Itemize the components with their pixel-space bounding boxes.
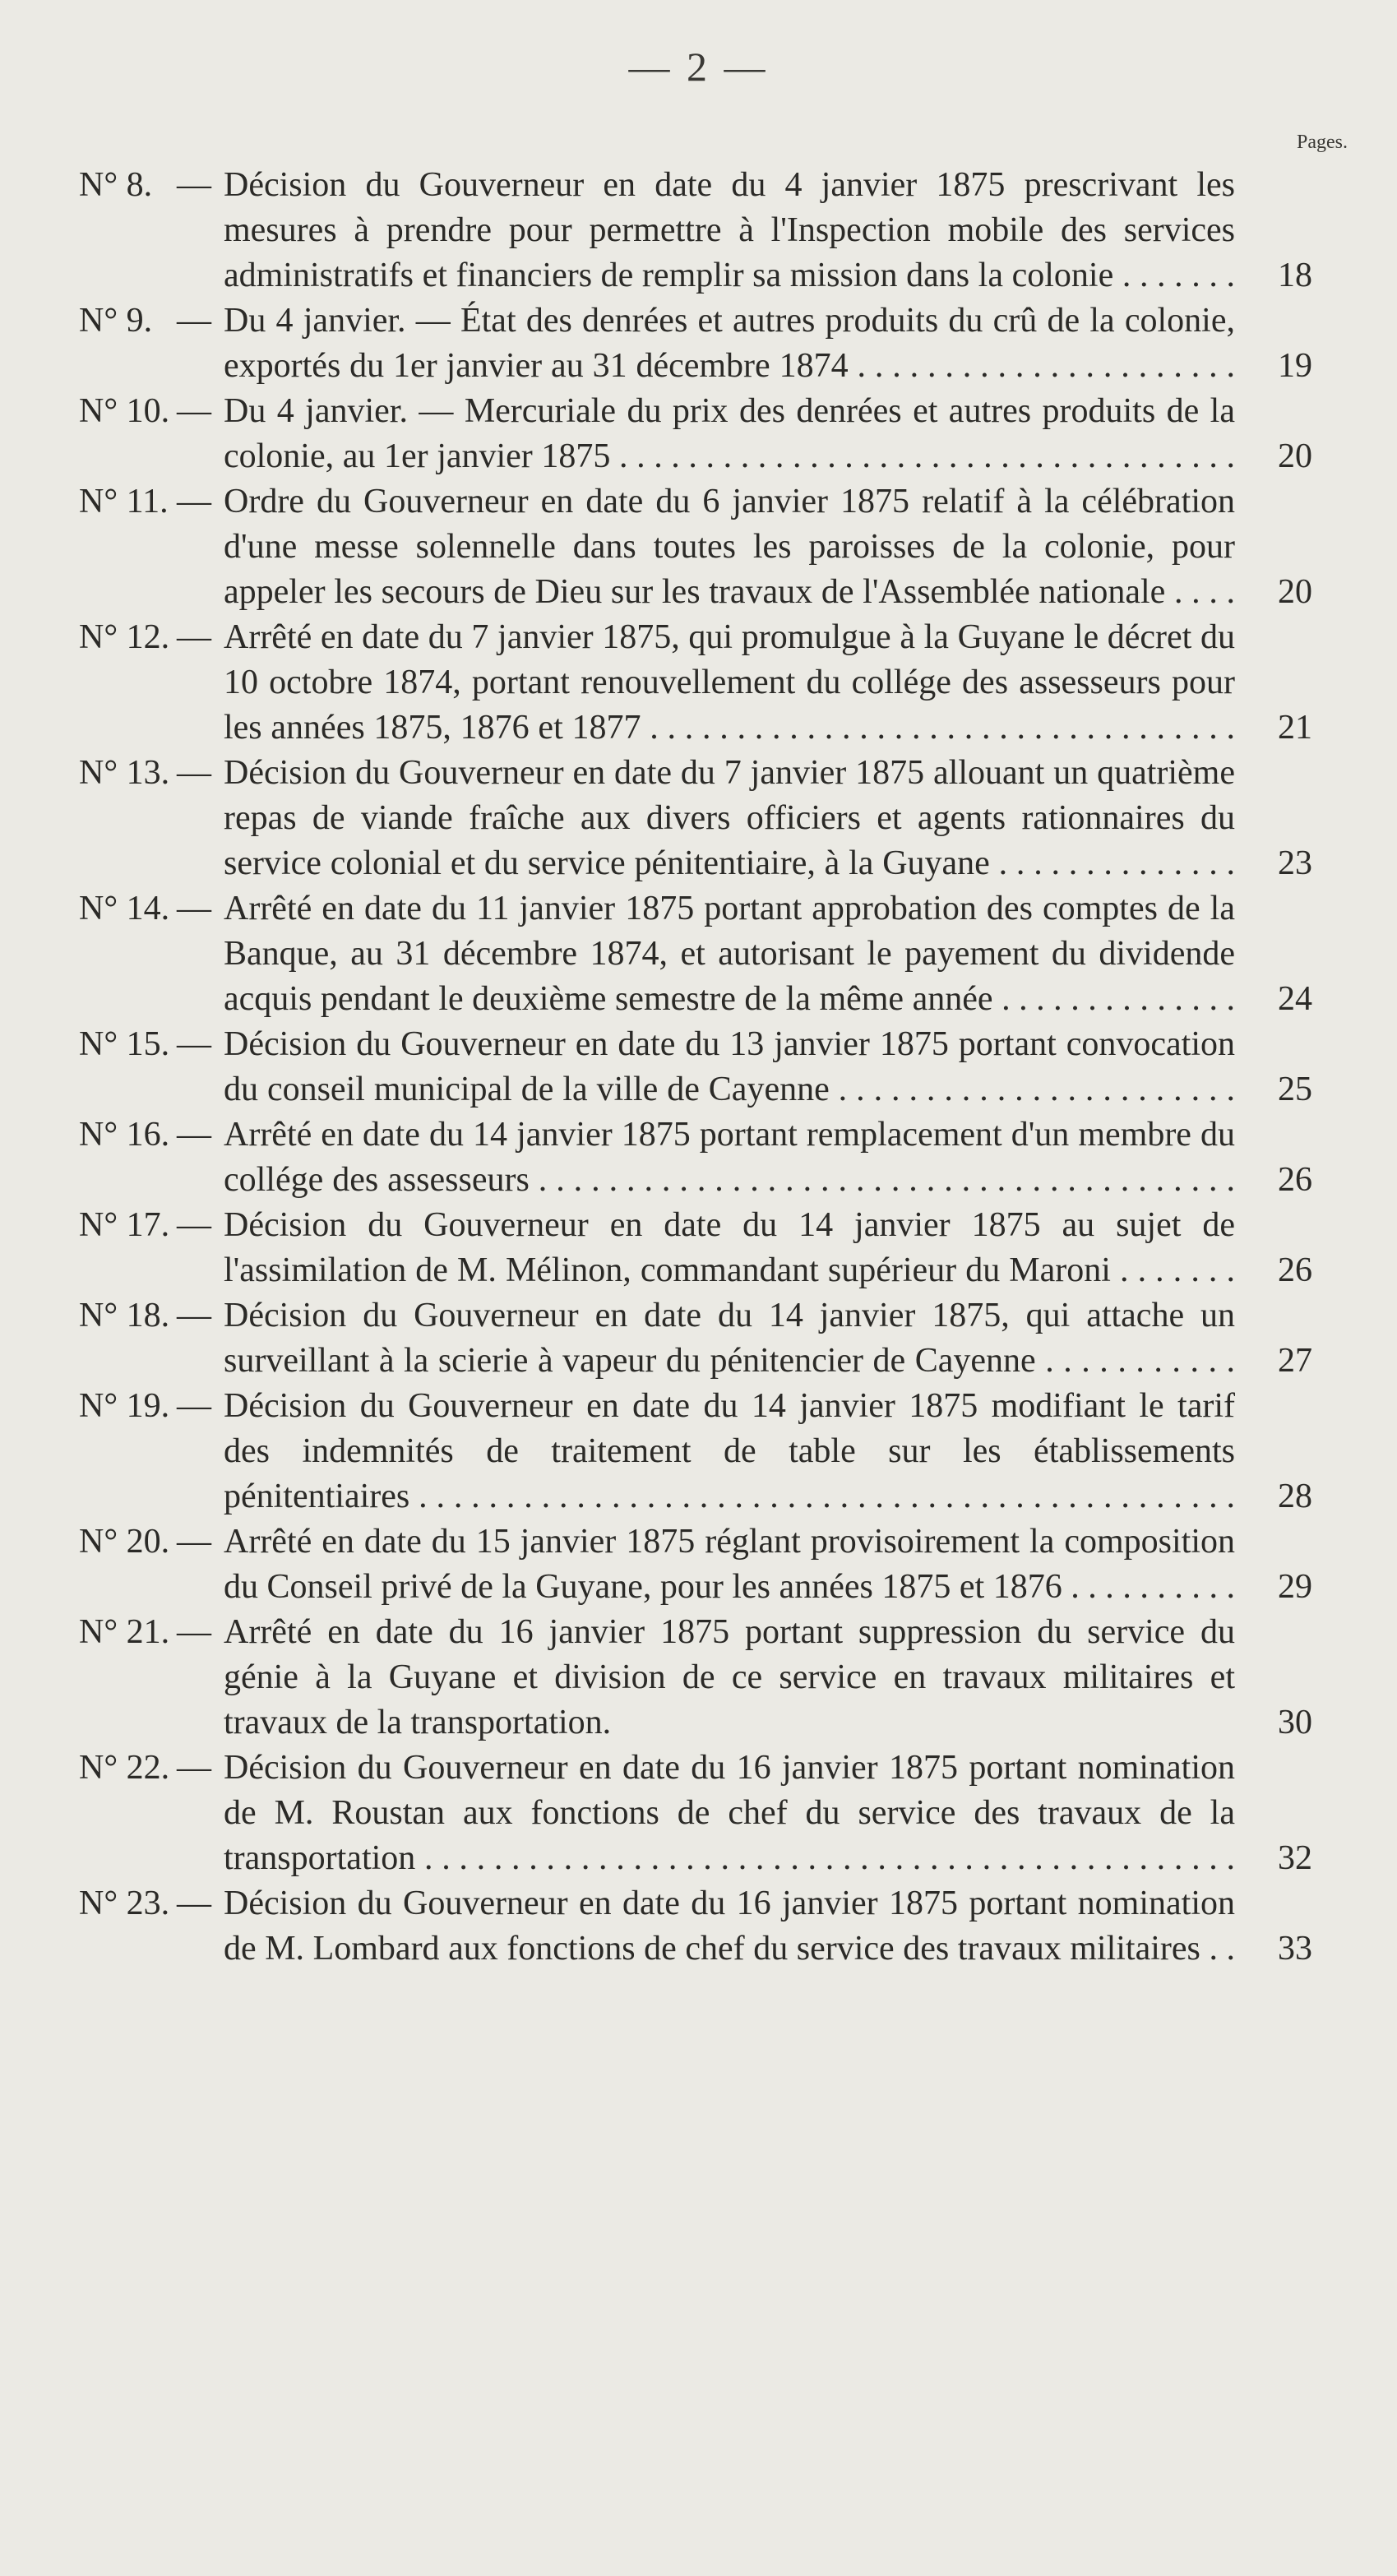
entry-text-clip [224, 1519, 1235, 1610]
entry-number: N° 18. [79, 1297, 170, 1334]
pages-column-label: Pages. [1297, 132, 1348, 153]
entry-text-clip [224, 163, 1235, 298]
toc-entry [79, 389, 1312, 479]
entry-title: Décision du Gouverneur en date du 16 janvier 1875 portant nomination de M. Lombard aux fonctions de chef du service des travaux militaires . . . [224, 1885, 1235, 1972]
entry-body [224, 1022, 1312, 1112]
entry-number: N° 12. [79, 618, 170, 656]
toc-entry [79, 1746, 1312, 1881]
entry-title: Décision du Gouverneur en date du 7 janvier 1875 allouant un quatrième repas de viande fraîche aux divers officiers et agents rationnaires du service colonial et du service pénitentiaire, à la Guyane . . . [224, 754, 1235, 886]
entry-text-clip [224, 1022, 1235, 1112]
entry-dash: — [177, 890, 211, 927]
entry-number: N° 16. [79, 1116, 170, 1154]
toc-entry [79, 479, 1312, 615]
entry-title: Décision du Gouverneur en date du 14 janvier 1875, qui attache un surveillant à la scierie à vapeur du pénitencier de Cayenne . . . [224, 1297, 1235, 1384]
entry-text-clip [224, 1293, 1235, 1384]
entry-text-clip [224, 479, 1235, 615]
entry-title: Décision du Gouverneur en date du 4 janvier 1875 prescrivant les mesures à prendre pour permettre à l'Inspection mobile des services administratifs et financiers de remplir sa mission dans la colonie . . . [224, 166, 1235, 298]
entry-title: Du 4 janvier. — Mercuriale du prix des denrées et autres produits de la colonie, au 1er janvier 1875 . . . [224, 392, 1235, 479]
entry-page-number: 32 [1278, 1839, 1312, 1877]
entry-page-number: 26 [1278, 1161, 1312, 1199]
entry-text-clip [224, 1384, 1235, 1519]
entry-number: N° 11. [79, 483, 169, 520]
toc-entry [79, 1610, 1312, 1746]
toc-entry [79, 1112, 1312, 1203]
toc-entry [79, 751, 1312, 886]
entry-text-clip [224, 1746, 1235, 1881]
entry-number: N° 13. [79, 754, 170, 792]
entry-dash: — [177, 1523, 211, 1561]
entry-number: N° 20. [79, 1523, 170, 1561]
entry-title: Ordre du Gouverneur en date du 6 janvier 1875 relatif à la célébration d'une messe solennelle dans toutes les paroisses de la colonie, pour appeler les secours de Dieu sur les travaux de l'Assemblée nationale . . . [224, 483, 1235, 615]
entry-text-clip [224, 1881, 1235, 1972]
entry-page-number: 21 [1278, 709, 1312, 747]
entry-text-clip [224, 1112, 1235, 1203]
entry-body [224, 1384, 1312, 1519]
entry-text-clip [224, 389, 1235, 479]
entry-body [224, 1203, 1312, 1293]
toc-entry [79, 886, 1312, 1022]
entry-text-clip [224, 886, 1235, 1022]
entry-title: Arrêté en date du 7 janvier 1875, qui promulgue à la Guyane le décret du 10 octobre 1874, portant renouvellement du collége des assesseurs pour les années 1875, 1876 et 1877 . . . [224, 618, 1235, 751]
toc-entry [79, 163, 1312, 298]
entry-text-clip [224, 1610, 1235, 1746]
toc-entry [79, 1203, 1312, 1293]
entry-title: Arrêté en date du 15 janvier 1875 réglant provisoirement la composition du Conseil privé de la Guyane, pour les années 1875 et 1876 . . . [224, 1523, 1235, 1610]
entry-dash: — [177, 1206, 211, 1244]
toc-entry [79, 1519, 1312, 1610]
entry-body [224, 1881, 1312, 1972]
entry-text-clip [224, 298, 1235, 389]
entry-page-number: 20 [1278, 573, 1312, 611]
entry-body [224, 298, 1312, 389]
entry-body [224, 751, 1312, 886]
entry-body [224, 1293, 1312, 1384]
entry-body [224, 163, 1312, 298]
entry-title: Décision du Gouverneur en date du 13 janvier 1875 portant convocation du conseil municipal de la ville de Cayenne . . . [224, 1025, 1235, 1112]
entry-number: N° 23. [79, 1885, 170, 1922]
entry-text-clip [224, 751, 1235, 886]
entry-dash: — [177, 392, 211, 430]
entry-page-number: 24 [1278, 980, 1312, 1018]
entry-body [224, 615, 1312, 751]
entry-page-number: 27 [1278, 1342, 1312, 1380]
entry-page-number: 20 [1278, 437, 1312, 475]
entry-title: Arrêté en date du 11 janvier 1875 portant approbation des comptes de la Banque, au 31 décembre 1874, et autorisant le payement du dividende acquis pendant le deuxième semestre de la même année . . . [224, 890, 1235, 1022]
entry-page-number: 29 [1278, 1568, 1312, 1606]
table-of-contents [79, 163, 1312, 1972]
toc-entry [79, 298, 1312, 389]
toc-entry [79, 1384, 1312, 1519]
entry-body [224, 1519, 1312, 1610]
entry-number: N° 15. [79, 1025, 170, 1063]
entry-page-number: 26 [1278, 1251, 1312, 1289]
entry-page-number: 25 [1278, 1071, 1312, 1108]
entry-number: N° 14. [79, 890, 170, 927]
entry-dash: — [177, 1116, 211, 1154]
entry-title: Décision du Gouverneur en date du 14 janvier 1875 modifiant le tarif des indemnités de traitement de table sur les établissements pénitentiaires . . . [224, 1387, 1235, 1519]
entry-title: Du 4 janvier. — État des denrées et autres produits du crû de la colonie, exportés du 1er janvier au 31 décembre 1874 . . . [224, 302, 1235, 389]
entry-number: N° 21. [79, 1613, 170, 1651]
entry-title: Arrêté en date du 14 janvier 1875 portant remplacement d'un membre du collége des assesseurs . . . [224, 1116, 1235, 1203]
entry-body [224, 389, 1312, 479]
entry-body [224, 1746, 1312, 1881]
entry-number: N° 19. [79, 1387, 170, 1425]
entry-page-number: 23 [1278, 844, 1312, 882]
toc-entry [79, 615, 1312, 751]
entry-page-number: 28 [1278, 1478, 1312, 1515]
page-folio: — 2 — [628, 44, 769, 90]
entry-number: N° 10. [79, 392, 170, 430]
entry-body [224, 479, 1312, 615]
entry-dash: — [177, 483, 211, 520]
entry-page-number: 33 [1278, 1930, 1312, 1968]
entry-title: Arrêté en date du 16 janvier 1875 portant suppression du service du génie à la Guyane et division de ce service en travaux militaires et travaux de la transportation. [224, 1613, 1235, 1741]
entry-body [224, 1112, 1312, 1203]
entry-page-number: 18 [1278, 257, 1312, 294]
entry-number: N° 9. [79, 302, 153, 340]
entry-body [224, 1610, 1312, 1746]
toc-entry [79, 1022, 1312, 1112]
entry-dash: — [177, 618, 211, 656]
entry-dash: — [177, 1613, 211, 1651]
entry-title: Décision du Gouverneur en date du 16 janvier 1875 portant nomination de M. Roustan aux fonctions de chef du service des travaux de la transportation . . . [224, 1749, 1235, 1881]
entry-number: N° 22. [79, 1749, 170, 1787]
entry-title: Décision du Gouverneur en date du 14 janvier 1875 au sujet de l'assimilation de M. Mélinon, commandant supérieur du Maroni . . . [224, 1206, 1235, 1293]
toc-entry [79, 1881, 1312, 1972]
entry-number: N° 17. [79, 1206, 170, 1244]
entry-text-clip [224, 615, 1235, 751]
toc-entry [79, 1293, 1312, 1384]
entry-dash: — [177, 1387, 211, 1425]
entry-dash: — [177, 302, 211, 340]
entry-dash: — [177, 1025, 211, 1063]
entry-dash: — [177, 1297, 211, 1334]
entry-dash: — [177, 166, 211, 204]
entry-number: N° 8. [79, 166, 153, 204]
entry-text-clip [224, 1203, 1235, 1293]
entry-dash: — [177, 1885, 211, 1922]
entry-body [224, 886, 1312, 1022]
entry-dash: — [177, 754, 211, 792]
entry-page-number: 19 [1278, 347, 1312, 385]
entry-dash: — [177, 1749, 211, 1787]
entry-page-number: 30 [1278, 1704, 1312, 1741]
